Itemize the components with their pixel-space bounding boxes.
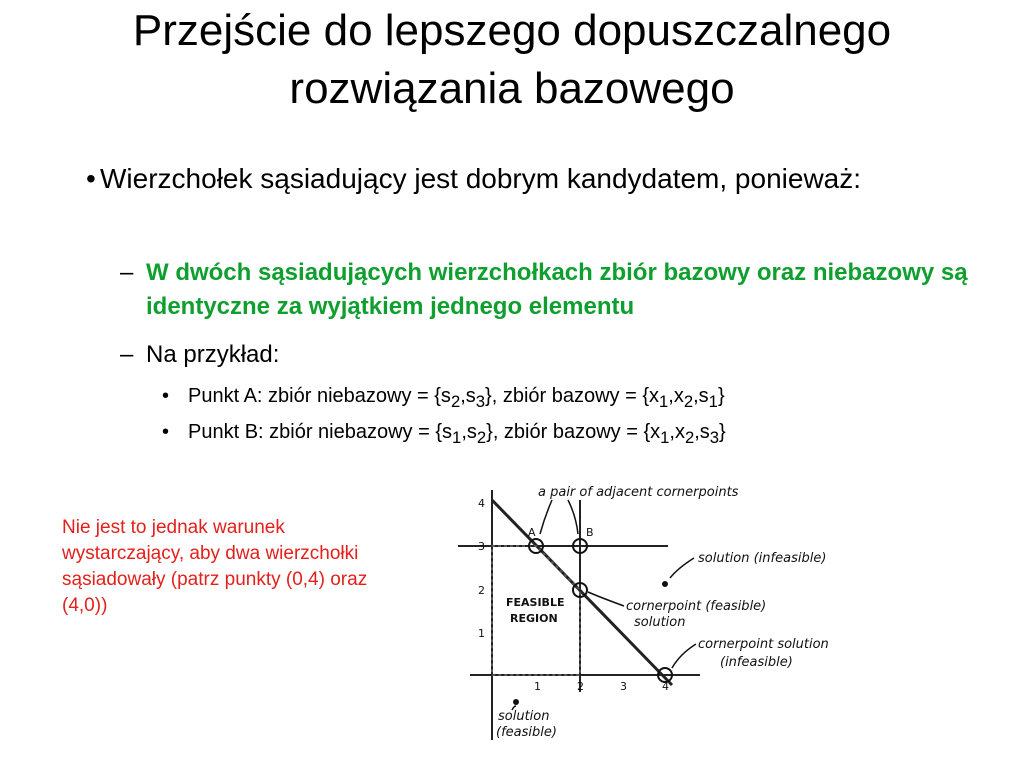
subscript: 1 <box>660 428 670 447</box>
point-b-bullet <box>162 418 982 452</box>
slide-title <box>40 2 984 118</box>
subscript: 2 <box>450 392 461 411</box>
subscript: 1 <box>708 392 718 411</box>
y-tick: 4 <box>478 497 485 510</box>
point-a-text <box>188 382 982 416</box>
subscript: 2 <box>476 428 487 447</box>
feasible-region-outline <box>492 546 580 675</box>
sub-bullet-2 <box>120 338 970 372</box>
separator: ,s <box>693 385 709 407</box>
subscript: 1 <box>659 392 669 411</box>
label-cornerpoint-feasible-solution: solution <box>634 615 686 630</box>
red-note: Nie jest to jednak warunek wystarczający, aby dwa wierzchołki sąsiadowały (patrz punkty (0,4) oraz (4,0)) <box>62 517 368 616</box>
label-solution-feasible: solution <box>498 709 550 724</box>
subscript: 2 <box>683 392 694 411</box>
region-label-2: REGION <box>510 612 558 625</box>
subscript: 3 <box>709 428 720 447</box>
label-cornerpoint-infeasible-note: (infeasible) <box>720 655 793 670</box>
point-a-prefix: Punkt A: zbiór niebazowy = {s <box>188 385 451 407</box>
sub-bullet-2-text: Na przykład: <box>146 341 280 368</box>
y-tick: 1 <box>478 627 485 640</box>
caption-adjacent-cornerpoints: a pair of adjacent cornerpoints <box>538 485 739 500</box>
separator: ,s <box>694 421 710 443</box>
y-tick: 3 <box>478 540 485 553</box>
separator: ,x <box>668 385 684 407</box>
point-b-mid: }, zbiór bazowy = {x <box>486 421 661 443</box>
point-a-label: A <box>528 526 536 539</box>
point-b-text <box>188 418 982 452</box>
point-b-label: B <box>586 526 594 539</box>
x-tick: 2 <box>577 680 584 693</box>
arrow-to-infeasible-cornerpoint <box>672 644 696 668</box>
sub-bullet-1-text: W dwóch sąsiadujących wierzchołkach zbiór bazowy oraz niebazowy są identyczne za wyjątkiem jednego elementu <box>146 259 968 320</box>
subscript: 2 <box>684 428 695 447</box>
point-a-bullet <box>162 382 982 416</box>
point-a-end: } <box>717 385 725 407</box>
point-b-end: } <box>719 421 726 443</box>
x-tick: 4 <box>662 680 669 693</box>
label-solution-feasible-note: (feasible) <box>496 725 557 740</box>
point-a-mid: }, zbiór bazowy = {x <box>485 385 660 407</box>
main-bullet <box>72 160 952 198</box>
label-solution-infeasible: solution (infeasible) <box>698 551 827 566</box>
arrow-to-a <box>540 500 552 534</box>
bullet-dot-icon: • <box>86 163 96 194</box>
point-b-prefix: Punkt B: zbiór niebazowy = {s <box>188 421 453 443</box>
separator: ,s <box>461 421 477 443</box>
y-tick: 2 <box>478 584 485 597</box>
x-tick: 3 <box>620 680 627 693</box>
cornerpoint-diagram <box>440 470 920 760</box>
main-bullet-text: Wierzchołek sąsiadujący jest dobrym kandydatem, ponieważ: <box>100 163 862 194</box>
separator: ,x <box>669 421 685 443</box>
bullet-dot-icon: • <box>162 385 170 407</box>
separator: ,s <box>460 385 476 407</box>
subscript: 1 <box>452 428 462 447</box>
subscript: 3 <box>475 392 486 411</box>
region-label-1: FEASIBLE <box>506 596 565 609</box>
x-tick: 1 <box>534 680 541 693</box>
bullet-dot-icon: • <box>162 421 170 443</box>
constraint-line-diagonal <box>492 500 672 685</box>
label-cornerpoint-infeasible: cornerpoint solution <box>698 637 829 652</box>
solution-feasible-dot <box>513 699 519 705</box>
sub-bullet-1 <box>120 256 970 324</box>
slide-title-line-2: rozwiązania bazowego <box>289 64 735 113</box>
slide-title-line-1: Przejście do lepszego dopuszczalnego <box>132 6 892 55</box>
dash-icon: – <box>120 341 134 368</box>
arrow-to-infeasible-solution <box>670 558 694 578</box>
arrow-to-b <box>568 500 578 534</box>
label-cornerpoint-feasible: cornerpoint (feasible) <box>626 599 767 614</box>
solution-infeasible-dot <box>662 581 668 587</box>
dash-icon: – <box>120 259 134 286</box>
